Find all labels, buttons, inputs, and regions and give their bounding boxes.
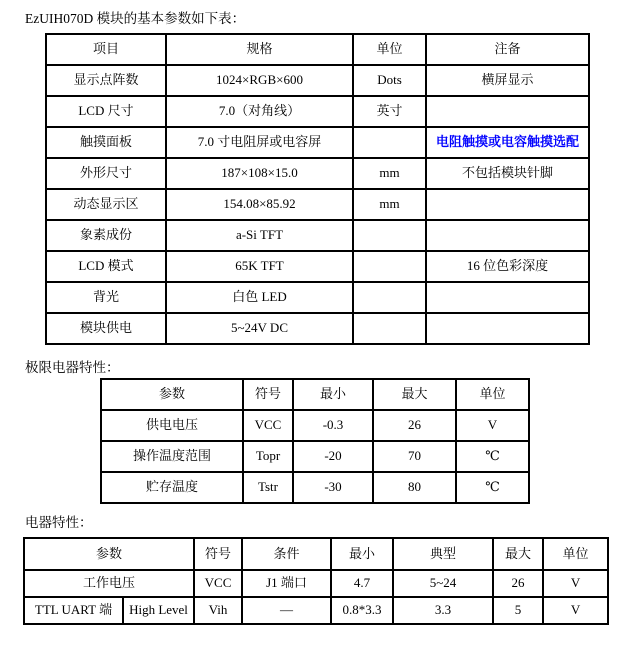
- cell: —: [242, 597, 331, 624]
- header-cell: 单位: [543, 538, 608, 570]
- cell: Tstr: [243, 472, 293, 503]
- cell: a-Si TFT: [166, 220, 353, 251]
- header-cell: 规格: [166, 34, 353, 65]
- cell: [353, 220, 426, 251]
- cell: LCD 尺寸: [46, 96, 166, 127]
- cell: [353, 127, 426, 158]
- cell: 背光: [46, 282, 166, 313]
- cell: V: [543, 570, 608, 597]
- cell: 供电电压: [101, 410, 243, 441]
- cell: 65K TFT: [166, 251, 353, 282]
- cell: 16 位色彩深度: [426, 251, 589, 282]
- cell: 154.08×85.92: [166, 189, 353, 220]
- cell: 7.0 寸电阻屏或电容屏: [166, 127, 353, 158]
- cell: mm: [353, 189, 426, 220]
- cell: mm: [353, 158, 426, 189]
- cell: 26: [373, 410, 456, 441]
- cell: ℃: [456, 472, 529, 503]
- basic-header-row: [46, 34, 589, 65]
- cell: 英寸: [353, 96, 426, 127]
- cell: ℃: [456, 441, 529, 472]
- cell: -0.3: [293, 410, 373, 441]
- header-cell: 项目: [46, 34, 166, 65]
- table-row: [46, 282, 589, 313]
- cell: [426, 282, 589, 313]
- header-cell: 参数: [24, 538, 194, 570]
- cell: 触摸面板: [46, 127, 166, 158]
- cell: 3.3: [393, 597, 493, 624]
- cell: TTL UART 端: [24, 597, 123, 624]
- cell: 80: [373, 472, 456, 503]
- header-cell: 最小: [293, 379, 373, 410]
- cell: V: [543, 597, 608, 624]
- table-row: [46, 220, 589, 251]
- limits-section-label: 极限电器特性：: [25, 360, 120, 375]
- cell: [426, 189, 589, 220]
- cell: [426, 313, 589, 344]
- cell: 70: [373, 441, 456, 472]
- cell: 动态显示区: [46, 189, 166, 220]
- cell: 工作电压: [24, 570, 194, 597]
- table-row: [24, 570, 608, 597]
- cell: VCC: [243, 410, 293, 441]
- header-cell: 最小: [331, 538, 393, 570]
- cell: 贮存温度: [101, 472, 243, 503]
- table-row: [46, 65, 589, 96]
- header-cell: 条件: [242, 538, 331, 570]
- table-row: [101, 472, 529, 503]
- cell: 象素成份: [46, 220, 166, 251]
- table-row: [24, 597, 608, 624]
- header-cell: 参数: [101, 379, 243, 410]
- cell: [353, 313, 426, 344]
- cell: -30: [293, 472, 373, 503]
- cell: [353, 282, 426, 313]
- cell: 5: [493, 597, 543, 624]
- limits-header-row: [101, 379, 529, 410]
- header-cell: 符号: [194, 538, 242, 570]
- cell: 5~24: [393, 570, 493, 597]
- cell: 26: [493, 570, 543, 597]
- cell: [426, 96, 589, 127]
- cell: -20: [293, 441, 373, 472]
- header-cell: 单位: [353, 34, 426, 65]
- page-title: EzUIH070D 模块的基本参数如下表：: [25, 11, 246, 26]
- table-row: [46, 96, 589, 127]
- cell: 187×108×15.0: [166, 158, 353, 189]
- electrical-section-label: 电器特性：: [25, 515, 93, 530]
- cell: 0.8*3.3: [331, 597, 393, 624]
- header-cell: 注备: [426, 34, 589, 65]
- cell: Vih: [194, 597, 242, 624]
- cell: 不包括模块针脚: [426, 158, 589, 189]
- cell: [426, 220, 589, 251]
- basic-params-table: [45, 33, 590, 345]
- cell: 白色 LED: [166, 282, 353, 313]
- cell: 横屏显示: [426, 65, 589, 96]
- cell: 7.0（对角线）: [166, 96, 353, 127]
- electrical-table: [23, 537, 609, 625]
- cell: LCD 模式: [46, 251, 166, 282]
- cell: J1 端口: [242, 570, 331, 597]
- header-cell: 最大: [373, 379, 456, 410]
- table-row: [46, 189, 589, 220]
- header-cell: 符号: [243, 379, 293, 410]
- electrical-header-row: [24, 538, 608, 570]
- cell: V: [456, 410, 529, 441]
- table-row: [46, 313, 589, 344]
- cell: 操作温度范围: [101, 441, 243, 472]
- cell: Topr: [243, 441, 293, 472]
- table-row: [101, 441, 529, 472]
- header-cell: 典型: [393, 538, 493, 570]
- cell: [353, 251, 426, 282]
- cell: VCC: [194, 570, 242, 597]
- header-cell: 最大: [493, 538, 543, 570]
- table-row: [46, 127, 589, 158]
- table-row: [46, 158, 589, 189]
- cell: 模块供电: [46, 313, 166, 344]
- cell: 外形尺寸: [46, 158, 166, 189]
- limits-table: [100, 378, 530, 504]
- cell: 4.7: [331, 570, 393, 597]
- cell: 1024×RGB×600: [166, 65, 353, 96]
- table-row: [101, 410, 529, 441]
- touch-option-note: 电阻触摸或电容触摸选配: [426, 127, 589, 158]
- cell: 5~24V DC: [166, 313, 353, 344]
- cell: Dots: [353, 65, 426, 96]
- cell: 显示点阵数: [46, 65, 166, 96]
- table-row: [46, 251, 589, 282]
- header-cell: 单位: [456, 379, 529, 410]
- cell: High Level: [123, 597, 194, 624]
